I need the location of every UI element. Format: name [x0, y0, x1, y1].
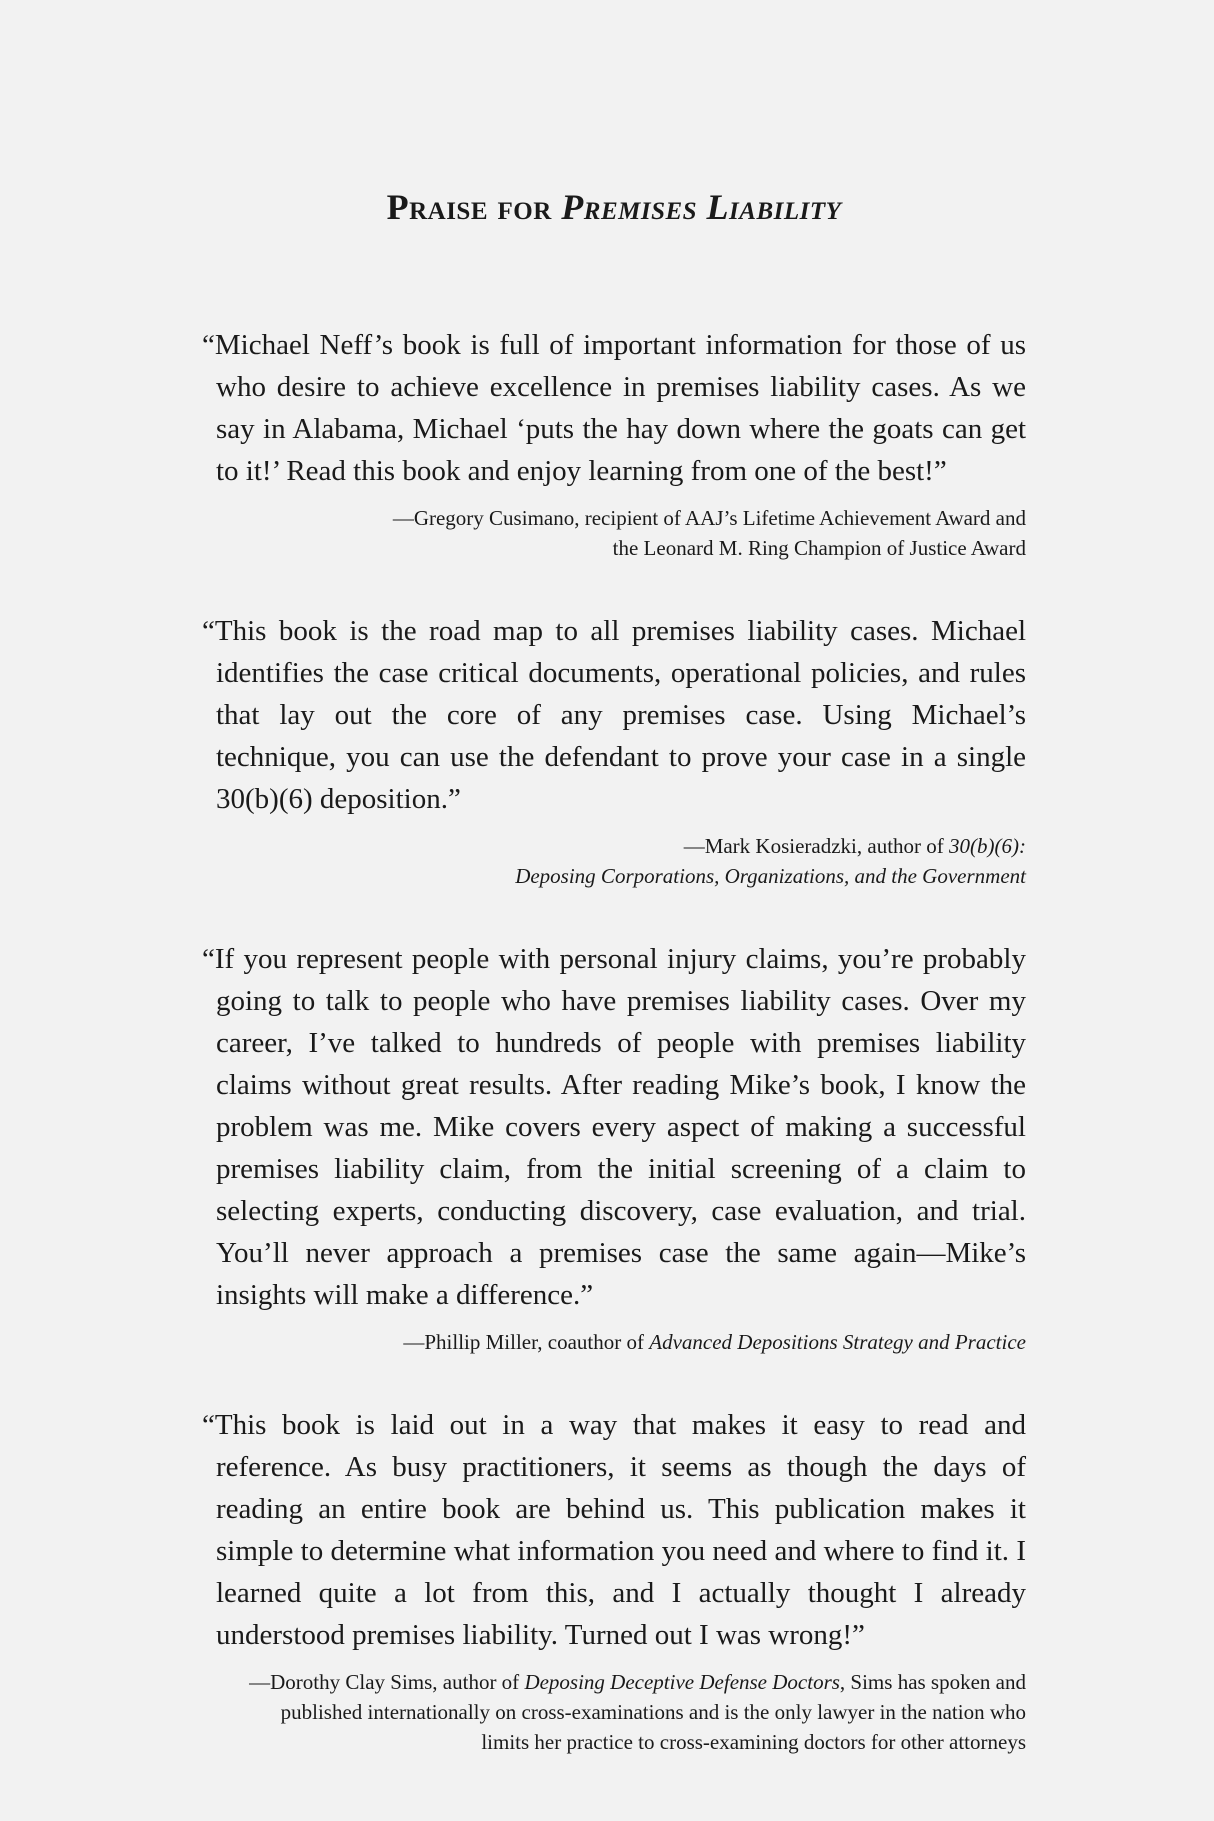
testimonial-attribution — [202, 1327, 1026, 1357]
attribution-line — [202, 831, 1026, 861]
testimonial-quote: “This book is laid out in a way that makes it easy to read and reference. As busy practitioners, it seems as though the days of reading an entire book are behind us. This publication makes it simple to determine what information you need and where to find it. I learned quite a lot from this, and I actually thought I already understood premises liability. Turned out I was wrong!” — [202, 1409, 1026, 1651]
testimonial-attribution — [202, 503, 1026, 563]
testimonial-4 — [202, 1404, 1026, 1757]
title-prefix: Praise for — [386, 187, 552, 227]
testimonial-quote: “Michael Neff’s book is full of important information for those of us who desire to achieve excellence in premises liability cases. As we say in Alabama, Michael ‘puts the hay down where the goats can get to it!’ Read this book and enjoy learning from one of the best!” — [202, 329, 1026, 487]
attribution-line: the Leonard M. Ring Champion of Justice Award — [612, 536, 1026, 560]
testimonial-quote: “If you represent people with personal injury claims, you’re probably going to talk to people who have premises liability cases. Over my career, I’ve talked to hundreds of people with premises liability claims without great results. After reading Mike’s book, I know the problem was me. Mike covers every aspect of making a successful premises liability claim, from the initial screening of a claim to selecting experts, conducting discovery, case evaluation, and trial. You’ll never approach a premises case the same again—Mike’s insights will make a difference.” — [202, 943, 1026, 1311]
title-book-name: Premises Liability — [561, 187, 842, 227]
attribution-book-title: Advanced Depositions Strategy and Practice — [649, 1330, 1026, 1354]
testimonial-attribution — [202, 1667, 1026, 1757]
attribution-book-title: Deposing Deceptive Defense Doctors — [524, 1670, 840, 1694]
testimonial-3 — [202, 938, 1026, 1357]
attribution-book-title: Deposing Corporations, Organizations, and the Government — [515, 864, 1026, 888]
attribution-line: —Gregory Cusimano, recipient of AAJ’s Lifetime Achievement Award and — [392, 506, 1026, 530]
testimonial-1 — [202, 324, 1026, 563]
attribution-author: —Phillip Miller, coauthor of — [403, 1330, 650, 1354]
page-title — [202, 0, 1026, 228]
attribution-author: —Dorothy Clay Sims, author of — [249, 1670, 525, 1694]
attribution-description: , Sims has spoken and published internationally on cross-examinations and is the only lawyer in the nation who limits her practice to cross-examining doctors for other attorneys — [280, 1670, 1026, 1754]
testimonial-2 — [202, 610, 1026, 891]
attribution-book-title: 30(b)(6): — [949, 834, 1026, 858]
testimonial-quote: “This book is the road map to all premises liability cases. Michael identifies the case critical documents, operational policies, and rules that lay out the core of any premises case. Using Michael’s technique, you can use the defendant to prove your case in a single 30(b)(6) deposition.” — [202, 615, 1026, 815]
testimonial-attribution — [202, 831, 1026, 891]
testimonials-list — [202, 324, 1026, 1757]
attribution-author: —Mark Kosieradzki, author of — [683, 834, 950, 858]
